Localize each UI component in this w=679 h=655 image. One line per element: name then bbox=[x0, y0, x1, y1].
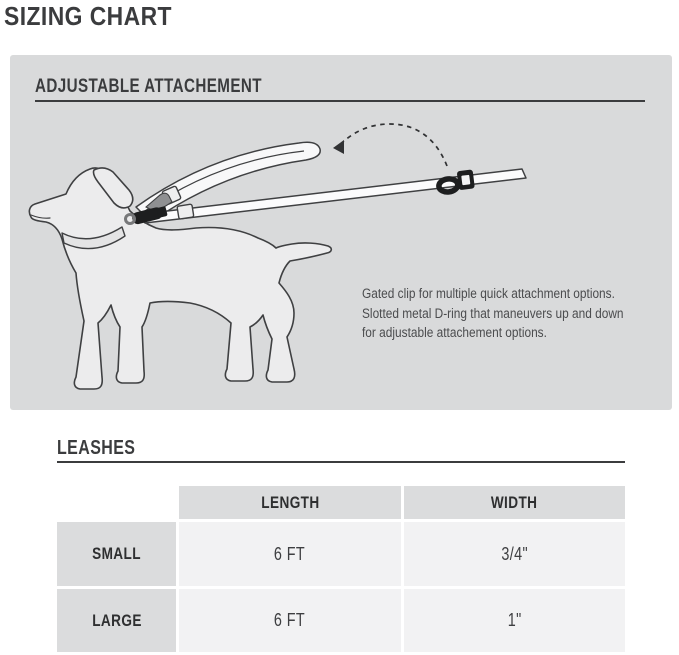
dog-leash-illustration bbox=[10, 55, 672, 410]
leashes-heading: LEASHES bbox=[57, 437, 136, 459]
table-corner-cell bbox=[57, 486, 176, 519]
gated-clip-icon bbox=[437, 169, 475, 193]
attachment-heading: ADJUSTABLE ATTACHEMENT bbox=[35, 76, 262, 97]
table-cell-small-width: 3/4" bbox=[404, 522, 625, 586]
table-cell-large-width: 1" bbox=[404, 589, 625, 652]
adjustable-attachment-panel bbox=[10, 55, 672, 410]
table-cell-large-length: 6 FT bbox=[179, 589, 401, 652]
table-cell-small-length: 6 FT bbox=[179, 522, 401, 586]
table-row-label-large: LARGE bbox=[57, 589, 176, 652]
table-header-length: LENGTH bbox=[179, 486, 401, 519]
leash-size-table bbox=[57, 486, 625, 652]
table-header-width: WIDTH bbox=[404, 486, 625, 519]
leashes-heading-rule bbox=[57, 461, 625, 463]
description-line-2: Slotted metal D-ring that maneuvers up and down bbox=[362, 305, 624, 321]
page-title: SIZING CHART bbox=[4, 1, 172, 31]
movement-arrow-icon bbox=[333, 124, 447, 166]
description-line-1: Gated clip for multiple quick attachment options. bbox=[362, 286, 615, 301]
table-row-label-small: SMALL bbox=[57, 522, 176, 586]
strap-keeper bbox=[177, 204, 194, 219]
attachment-description bbox=[362, 284, 659, 343]
description-line-3: for adjustable attachement options. bbox=[362, 325, 547, 340]
